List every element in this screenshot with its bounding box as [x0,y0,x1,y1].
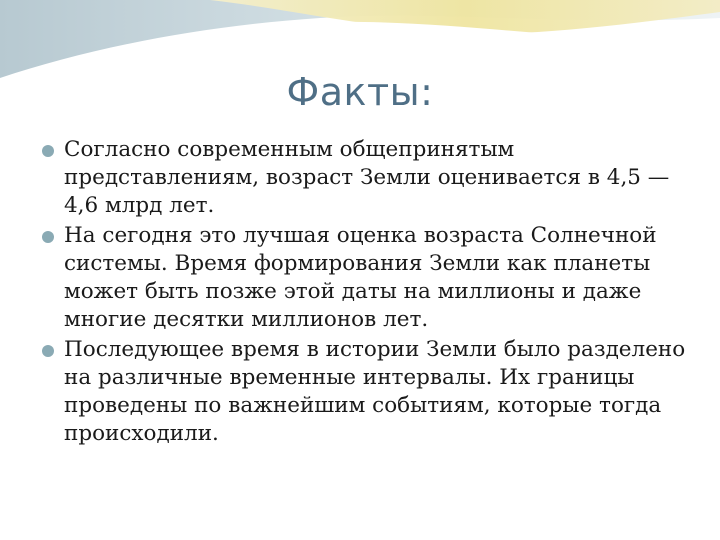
bullet-dot-icon [42,145,54,157]
bullet-text: На сегодня это лучшая оценка возраста Солнечной системы. Время формирования Земли как планеты может быть позже этой даты на миллионы и даже многие десятки миллионов лет. [64,223,657,332]
slide-title-text: Факты: [286,70,434,114]
bullet-item [28,222,700,334]
slide-title [0,70,720,114]
bullet-item [28,336,700,448]
bullet-item [28,136,700,220]
bullet-text: Последующее время в истории Земли было разделено на различные временные интервалы. Их границы проведены по важнейшим событиям, которые тогда происходили. [64,337,686,446]
bullet-text: Согласно современным общепринятым представлениям, возраст Земли оценивается в 4,5 —4,6 млрд лет. [64,137,670,218]
bullet-list [28,136,700,450]
bullet-dot-icon [42,231,54,243]
bullet-dot-icon [42,345,54,357]
